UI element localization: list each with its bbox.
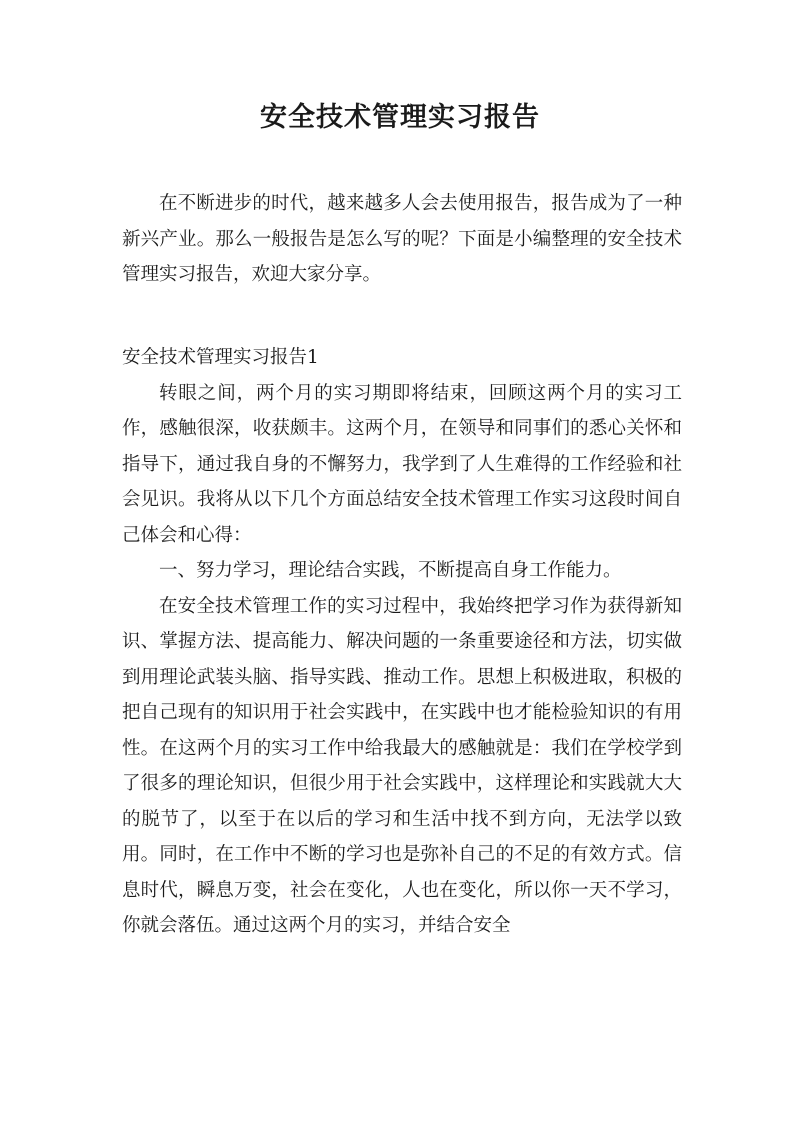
document-title: 安全技术管理实习报告 xyxy=(260,102,540,133)
report-section-1 xyxy=(122,340,682,944)
intro-paragraph: 在不断进步的时代，越来越多人会去使用报告，报告成为了一种新兴产业。那么一般报告是怎么写的呢？下面是小编整理的安全技术管理实习报告，欢迎大家分享。 xyxy=(122,193,682,285)
body-paragraph-1: 转眼之间，两个月的实习期即将结束，回顾这两个月的实习工作，感触很深，收获颇丰。这两个月，在领导和同事们的悉心关怀和指导下，通过我自身的不懈努力，我学到了人生难得的工作经验和社会见识。我将从以下几个方面总结安全技术管理工作实习这段时间自己体会和心得： xyxy=(122,382,682,546)
intro-block xyxy=(122,186,682,293)
body-paragraph-3: 在安全技术管理工作的实习过程中，我始终把学习作为获得新知识、掌握方法、提高能力、解决问题的一条重要途径和方法，切实做到用理论武装头脑、指导实践、推动工作。思想上积极进取，积极的把自己现有的知识用于社会实践中，在实践中也才能检验知识的有用性。在这两个月的实习工作中给我最大的感触就是：我们在学校学到了很多的理论知识，但很少用于社会实践中，这样理论和实践就大大的脱节了，以至于在以后的学习和生活中找不到方向，无法学以致用。同时，在工作中不断的学习也是弥补自己的不足的有效方式。信息时代，瞬息万变，社会在变化，人也在变化，所以你一天不学习，你就会落伍。通过这两个月的实习，并结合安全 xyxy=(122,595,682,936)
section-heading: 安全技术管理实习报告1 xyxy=(122,347,319,368)
body-paragraph-2: 一、努力学习，理论结合实践，不断提高自身工作能力。 xyxy=(159,560,622,581)
